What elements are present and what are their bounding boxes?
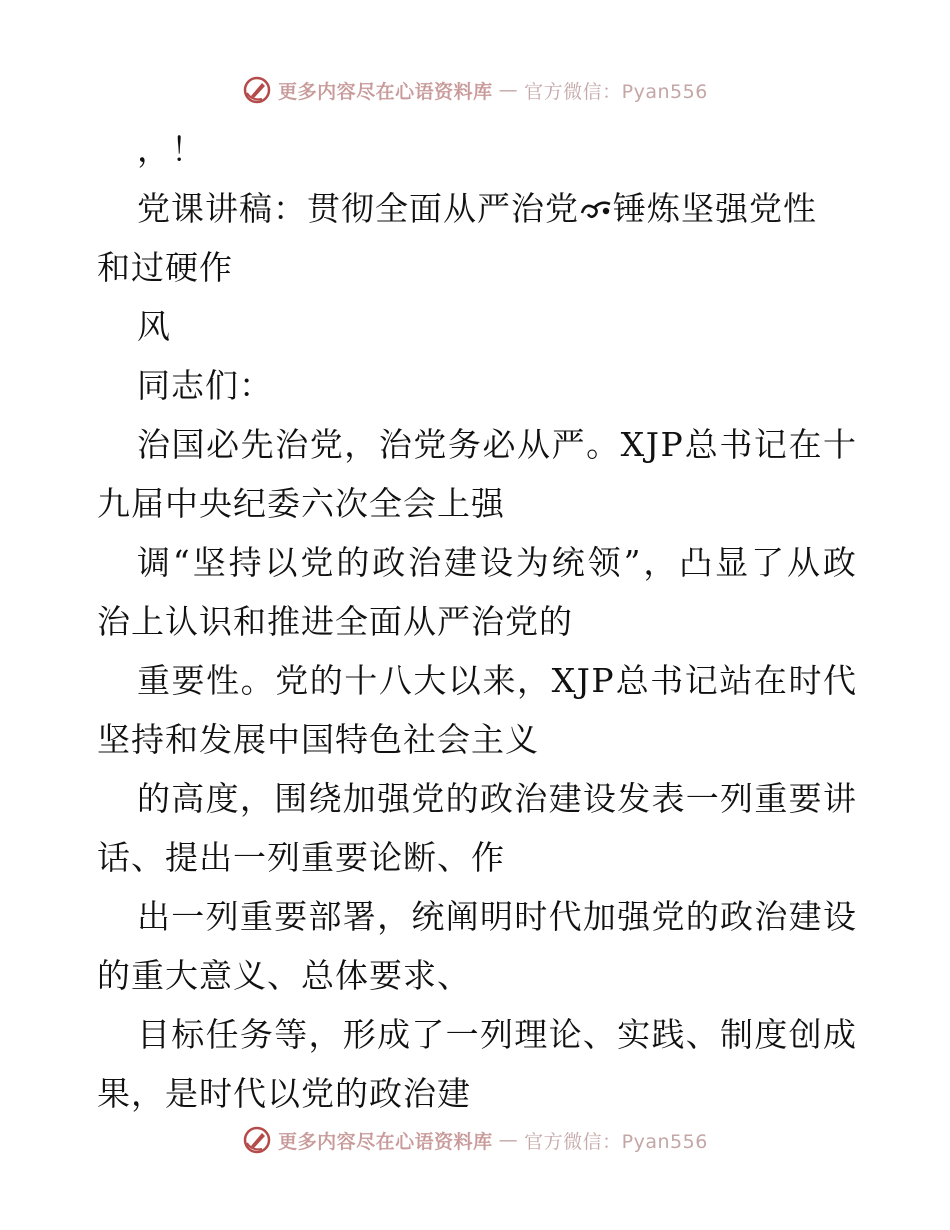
text-line: 目 标 任 务 等 ， 形 成 了 一 列 理 论 、 实 践 、 制 度 创 成 [137,1015,857,1054]
watermark-brand: 更多内容尽在心语资料库 [278,1130,493,1153]
text-line: 话、提出一列重要论断、作 [97,838,505,877]
pen-circle-logo-icon [242,1125,272,1155]
watermark-contact: 官方微信：Pyan556 [524,1130,708,1153]
text-line: 治上认识和推进全面从严治党的 [97,602,573,641]
pen-circle-logo-icon [242,75,272,105]
text-line: 治 国 必 先 治 党 ， 治 党 务 必 从 严 。 X J P 总 书 记 在 十 [137,425,857,464]
swirl-ornament-icon [579,195,613,223]
document-body [97,120,857,1123]
watermark-separator: — [498,1129,519,1151]
document-title-line: 和过硬作 [97,248,233,287]
watermark-brand: 更多内容尽在心语资料库 [278,80,493,103]
text-line: 坚持和发展中国特色社会主义 [97,720,539,759]
text-line: 重 要 性 。 党 的 十 八 大 以 来 ， X J P 总 书 记 站 在 时 代 [137,661,857,700]
footer-watermark [0,1120,950,1160]
text-line: 的 高 度 ， 围 绕 加 强 党 的 政 治 建 设 发 表 一 列 重 要 讲 [137,779,857,818]
text-line: 出 一 列 重 要 部 署 ， 统 阐 明 时 代 加 强 党 的 政 治 建 设 [137,897,857,936]
document-title-line: 风 [137,307,171,346]
text-line: 的重大意义、总体要求、 [97,956,471,995]
watermark-contact: 官方微信：Pyan556 [524,80,708,103]
text-line: 调 “ 坚 持 以 党 的 政 治 建 设 为 统 领 ” ， 凸 显 了 从 政 [137,543,857,582]
header-watermark [0,70,950,110]
text-line: 果，是时代以党的政治建 [97,1074,471,1113]
watermark-separator: — [498,79,519,101]
text-line: ，！ [137,130,205,169]
text-line: 九届中央纪委六次全会上强 [97,484,505,523]
document-title-line: 党课讲稿：贯彻全面从严治党 锤炼坚强党性 [137,189,817,228]
salutation-line: 同志们： [137,366,273,405]
